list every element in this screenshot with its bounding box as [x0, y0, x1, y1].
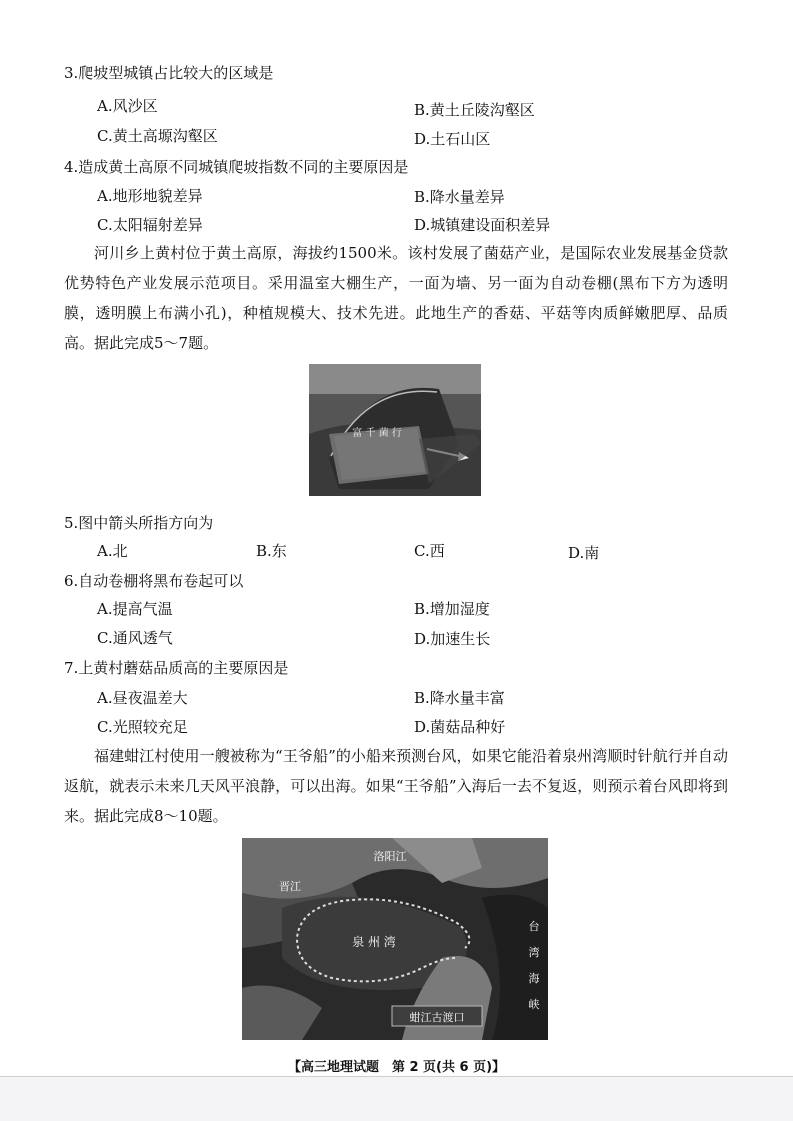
question-6-option-d[interactable]: D.加速生长 — [414, 630, 491, 648]
label-strait-4: 峡 — [528, 998, 540, 1011]
question-7-option-a[interactable]: A.昼夜温差大 — [97, 689, 188, 707]
question-3-option-c[interactable]: C.黄土高塬沟壑区 — [97, 127, 218, 145]
question-7-stem: 7.上黄村蘑菇品质高的主要原因是 — [64, 659, 289, 677]
question-4-option-d[interactable]: D.城镇建设面积差异 — [414, 216, 551, 234]
question-6-option-c[interactable]: C.通风透气 — [97, 629, 173, 647]
passage-mushroom: 河川乡上黄村位于黄土高原，海拔约1500米。该村发展了菌菇产业，是国际农业发展基金贷款优势特色产业发展示范项目。采用温室大棚生产，一面为墙、另一面为自动卷棚(黑布下方为透明膜，透明膜上布满小孔)，种植规模大、技术先进。此地生产的香菇、平菇等肉质鲜嫩肥厚、品质高。据此完成5～7题。 — [64, 244, 728, 352]
question-7-option-d[interactable]: D.菌菇品种好 — [414, 718, 506, 736]
question-4-stem: 4.造成黄土高原不同城镇爬坡指数不同的主要原因是 — [64, 158, 409, 176]
page-footer: 【高三地理试题 第 2 页(共 6 页)】 — [287, 1060, 506, 1075]
question-5-option-c[interactable]: C.西 — [414, 542, 445, 560]
question-3-option-b[interactable]: B.黄土丘陵沟壑区 — [414, 101, 535, 119]
question-5-option-a[interactable]: A.北 — [97, 542, 128, 560]
label-strait-1: 台 — [528, 920, 540, 933]
bottom-margin — [0, 1077, 793, 1121]
question-4-option-b[interactable]: B.降水量差异 — [414, 188, 505, 206]
question-6-option-b[interactable]: B.增加湿度 — [414, 600, 490, 618]
question-6-option-a[interactable]: A.提高气温 — [97, 600, 173, 618]
bay-map-illustration — [242, 838, 548, 1040]
question-5-option-b[interactable]: B.东 — [256, 542, 287, 560]
greenhouse-illustration — [309, 364, 481, 496]
question-3-option-d[interactable]: D.土石山区 — [414, 130, 491, 148]
question-6-stem: 6.自动卷棚将黑布卷起可以 — [64, 572, 244, 590]
quanzhou-bay-map — [242, 838, 548, 1040]
question-5-option-d[interactable]: D.南 — [568, 544, 600, 562]
passage-typhoon: 福建蚶江村使用一艘被称为“王爷船”的小船来预测台风，如果它能沿着泉州湾顺时针航行并自动返航，就表示未来几天风平浪静，可以出海。如果“王爷船”入海后一去不复返，则预示着台风即将到来。据此完成8～10题。 — [64, 747, 728, 825]
label-jinjiang: 晋江 — [279, 880, 301, 893]
label-strait-2: 湾 — [528, 946, 540, 959]
greenhouse-sign-text: 富 千 菌 行 — [352, 428, 402, 439]
question-3-stem: 3.爬坡型城镇占比较大的区域是 — [64, 64, 274, 82]
question-4-option-c[interactable]: C.太阳辐射差异 — [97, 216, 203, 234]
label-quanzhou-bay: 泉 州 湾 — [352, 935, 396, 949]
question-5-stem: 5.图中箭头所指方向为 — [64, 514, 214, 532]
question-7-option-b[interactable]: B.降水量丰富 — [414, 689, 505, 707]
label-hanjiang-ferry: 蚶江古渡口 — [409, 1011, 465, 1024]
label-luoyang-river: 洛阳江 — [373, 850, 407, 863]
greenhouse-photo — [309, 364, 481, 496]
question-4-option-a[interactable]: A.地形地貌差异 — [97, 187, 203, 205]
question-7-option-c[interactable]: C.光照较充足 — [97, 718, 188, 736]
question-3-option-a[interactable]: A.风沙区 — [97, 97, 158, 115]
label-strait-3: 海 — [528, 972, 540, 985]
